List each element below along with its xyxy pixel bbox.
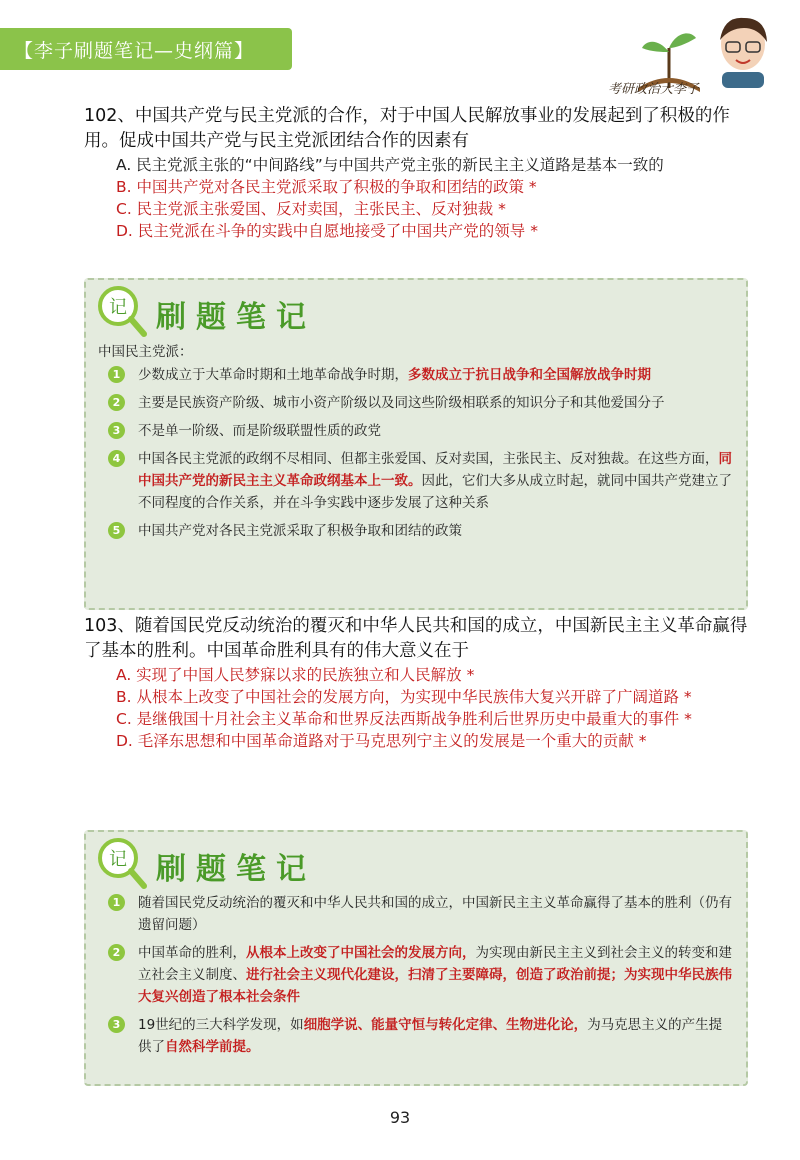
option-c: C. 是继俄国十月社会主义革命和世界反法西斯战争胜利后世界历史中最重大的事件 * bbox=[116, 710, 692, 728]
number-badge: 3 bbox=[108, 1016, 125, 1033]
question-103 bbox=[84, 614, 754, 752]
page-number: 93 bbox=[389, 1108, 411, 1127]
study-note-box bbox=[84, 830, 748, 1086]
option-b: B. 中国共产党对各民主党派采取了积极的争取和团结的政策 * bbox=[116, 178, 537, 196]
note-highlight: 进行社会主义现代化建设，扫清了主要障碍，创造了政治前提；为实现中华民族伟大复兴创造了根本社会条件 bbox=[138, 967, 732, 1005]
magnifier-char: 记 bbox=[109, 849, 127, 870]
note-text: 中国共产党对各民主党派采取了积极争取和团结的政策 bbox=[138, 523, 462, 539]
logo-text: 考研政治大李子 bbox=[608, 82, 700, 97]
note-header bbox=[86, 280, 746, 340]
note-highlight: 多数成立于抗日战争和全国解放战争时期 bbox=[408, 367, 651, 383]
note-item bbox=[86, 392, 746, 414]
note-highlight: 从根本上改变了中国社会的发展方向， bbox=[246, 945, 476, 961]
magnifier-note-icon bbox=[94, 836, 148, 890]
note-item bbox=[86, 420, 746, 442]
note-text: 为实现由新民主主义到社会主义的转变和建立社会主义制度、 bbox=[138, 945, 732, 983]
avatar-icon bbox=[714, 14, 772, 88]
number-badge: 4 bbox=[108, 450, 125, 467]
header-banner bbox=[0, 28, 292, 70]
note-highlight: 同中国共产党的新民主主义革命政纲基本上一致。 bbox=[138, 451, 732, 489]
note-item bbox=[86, 892, 746, 936]
note-text: 中国各民主党派的政纲不尽相同、但都主张爱国、反对卖国，主张民主、反对独裁。在这些方面， bbox=[138, 451, 719, 467]
note-text: 随着国民党反动统治的覆灭和中华人民共和国的成立，中国新民主主义革命赢得了基本的胜利（仍有遗留问题） bbox=[138, 895, 732, 933]
note-item bbox=[86, 1014, 746, 1058]
number-badge: 5 bbox=[108, 522, 125, 539]
note-text: 19世纪的三大科学发现，如 bbox=[138, 1017, 304, 1033]
number-badge: 2 bbox=[108, 944, 125, 961]
note-title: 刷题笔记 bbox=[156, 852, 316, 887]
option-a: A. 民主党派主张的“中间路线”与中国共产党主张的新民主主义道路是基本一致的 bbox=[116, 156, 664, 174]
option-d: D. 毛泽东思想和中国革命道路对于马克思列宁主义的发展是一个重大的贡献 * bbox=[116, 732, 647, 750]
note-highlight: 自然科学前提。 bbox=[165, 1039, 260, 1055]
note-text: 不是单一阶级、而是阶级联盟性质的政党 bbox=[138, 423, 381, 439]
option-d: D. 民主党派在斗争的实践中自愿地接受了中国共产党的领导 * bbox=[116, 222, 538, 240]
note-highlight: 细胞学说、能量守恒与转化定律、生物进化论， bbox=[303, 1017, 588, 1033]
note-text: 少数成立于大革命时期和土地革命战争时期， bbox=[138, 367, 408, 383]
note-text: 中国革命的胜利， bbox=[138, 945, 246, 961]
note-item bbox=[86, 364, 746, 386]
note-text: 因此，它们大多从成立时起，就同中国共产党建立了不同程度的合作关系，并在斗争实践中逐步发展了这种关系 bbox=[138, 473, 732, 511]
question-102 bbox=[84, 104, 754, 242]
magnifier-char: 记 bbox=[109, 297, 127, 318]
magnifier-note-icon bbox=[94, 284, 148, 338]
option-c: C. 民主党派主张爱国、反对卖国，主张民主、反对独裁 * bbox=[116, 200, 506, 218]
header-title: 【李子刷题笔记—史纲篇】 bbox=[14, 40, 255, 62]
question-stem: 102、中国共产党与民主党派的合作，对于中国人民解放事业的发展起到了积极的作用。促成中国共产党与民主党派团结合作的因素有 bbox=[84, 106, 730, 151]
note-item bbox=[86, 448, 746, 514]
number-badge: 1 bbox=[108, 366, 125, 383]
note-text: 主要是民族资产阶级、城市小资产阶级以及同这些阶级相联系的知识分子和其他爱国分子 bbox=[138, 395, 665, 411]
note-item bbox=[86, 942, 746, 1008]
number-badge: 3 bbox=[108, 422, 125, 439]
question-stem: 103、随着国民党反动统治的覆灭和中华人民共和国的成立，中国新民主主义革命赢得了基本的胜利。中国革命胜利具有的伟大意义在于 bbox=[84, 616, 748, 661]
note-intro: 中国民主党派： bbox=[98, 344, 193, 360]
note-text: 为马克思主义的产生提供了 bbox=[138, 1017, 723, 1055]
note-item bbox=[86, 520, 746, 542]
option-b: B. 从根本上改变了中国社会的发展方向，为实现中华民族伟大复兴开辟了广阔道路 * bbox=[116, 688, 692, 706]
note-header bbox=[86, 832, 746, 892]
note-title: 刷题笔记 bbox=[156, 300, 316, 335]
option-a: A. 实现了中国人民梦寐以求的民族独立和人民解放 * bbox=[116, 666, 475, 684]
number-badge: 2 bbox=[108, 394, 125, 411]
study-note-box bbox=[84, 278, 748, 610]
number-badge: 1 bbox=[108, 894, 125, 911]
